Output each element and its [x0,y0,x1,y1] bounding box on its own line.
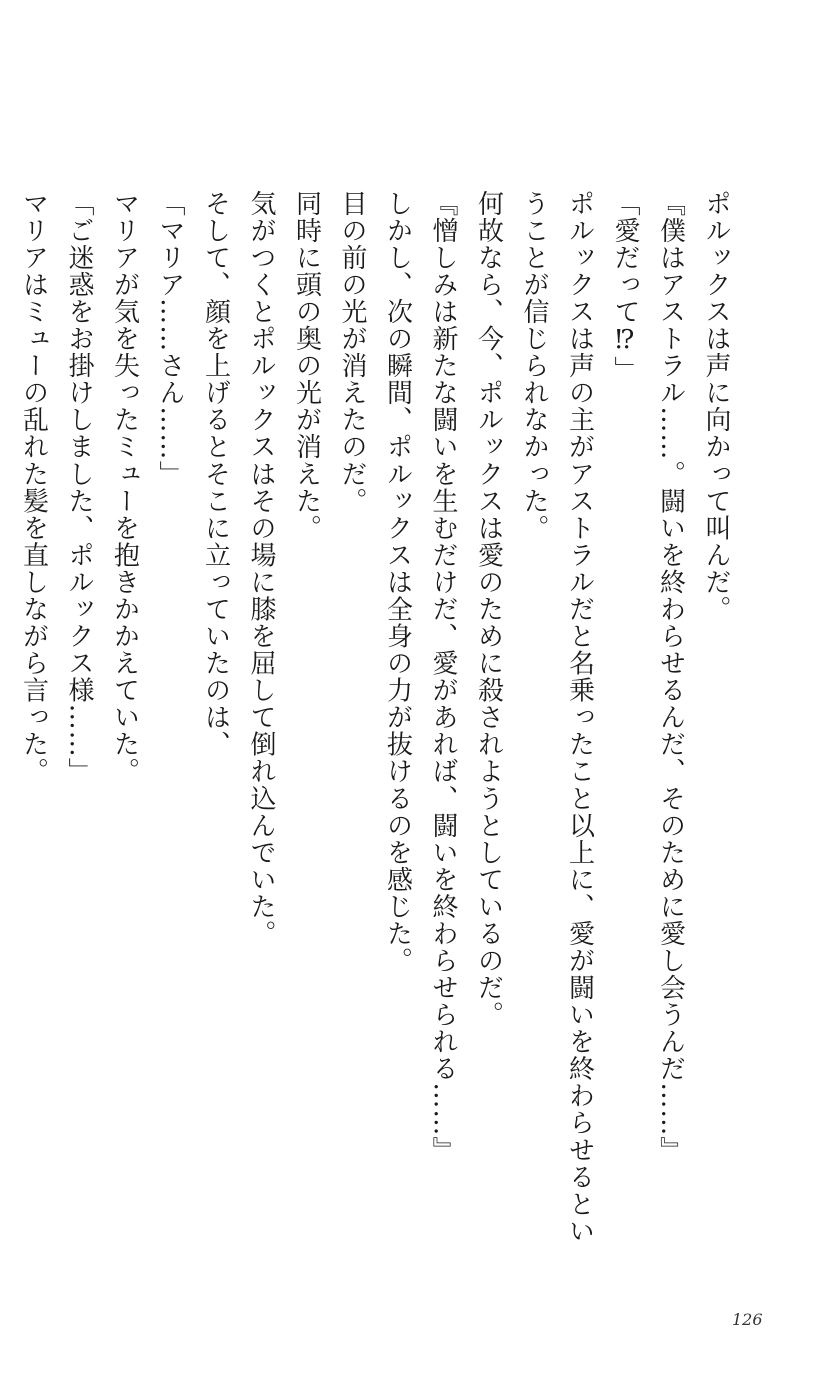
text-line: ポルックスは声に向かって叫んだ。 [701,190,731,623]
text-line: 何故なら、今、ポルックスは愛のために殺されようとしているのだ。 [473,190,504,1029]
text-line: 「愛だって⁉」 [610,190,640,384]
text-line: しかし、次の瞬間、ポルックスは全身の力が抜けるのを感じた。 [382,190,413,975]
text-line: うことが信じられなかった。 [519,190,549,542]
text-line: 「ご迷惑をお掛けしました、ポルックス様……」 [64,190,94,785]
text-line: ポルックスは声の主がアストラルだと名乗ったこと以上に、愛が闘いを終わらせるとい [564,190,595,1245]
text-line: そして、顔を上げるとそこに立っていたのは、 [200,190,231,758]
text-line: マリアが気を失ったミューを抱きかかえていた。 [109,190,140,785]
text-line: 「マリア……さん……」 [155,190,185,488]
page-number: 126 [732,1310,763,1329]
vertical-text-body [10,190,738,1300]
text-line: 同時に頭の奥の光が消えた。 [291,190,322,542]
text-line: 『僕はアストラル……。闘いを終わらせるんだ、そのために愛し会うんだ……』 [655,190,686,1164]
text-line: 気がつくとポルックスはその場に膝を屈して倒れ込んでいた。 [246,190,276,948]
text-line: 目の前の光が消えたのだ。 [337,190,367,515]
text-line: マリアはミューの乱れた髪を直しながら言った。 [18,190,49,785]
text-line: 『憎しみは新たな闘いを生むだけだ、愛があれば、闘いを終わらせられる……』 [428,190,458,1164]
